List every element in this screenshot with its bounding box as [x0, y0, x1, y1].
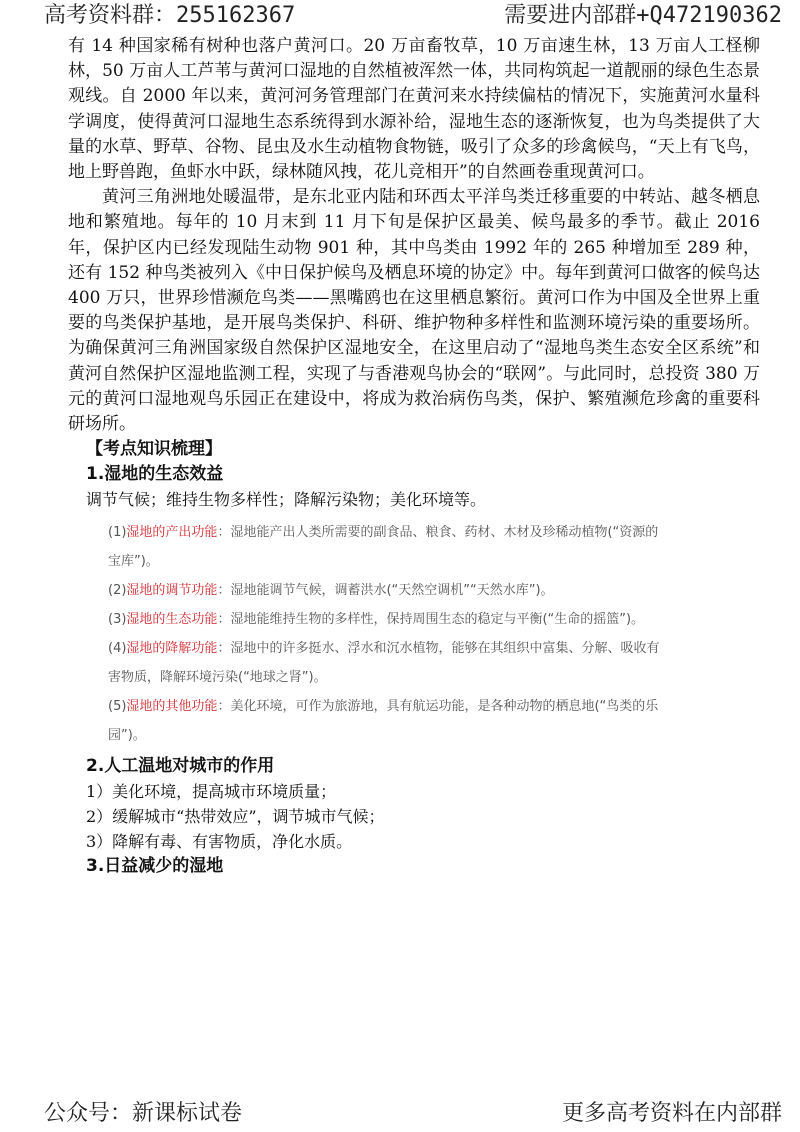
function-item: [108, 518, 668, 576]
footer-wechat-account: 公众号：新课标试卷: [44, 1101, 243, 1126]
footer-more-materials: 更多高考资料在内部群: [561, 1101, 782, 1126]
wetland-function-list: [108, 518, 668, 750]
paragraph-1: 有 14 种国家稀有树种也落户黄河口。20 万亩畜牧草，10 万亩速生林，13 万亩人工柽柳林，50 万亩人工芦苇与黄河口湿地的自然植被浑然一体，共同构筑起一道靓丽的绿色生态景观线。自 2000 年以来，黄河河务管理部门在黄河来水持续偏枯的情况下，实施黄河水量科学调度，使得黄河口湿地生态系统得到水源补给，湿地生态的逐渐恢复，也为鸟类提供了大量的水草、野草、谷物、昆虫及水生动植物食物链，吸引了众多的珍禽候鸟，“天上有飞鸟，地上野兽跑，鱼虾水中跃，绿林随风拽，花儿竞相开”的自然画卷重现黄河口。: [68, 36, 760, 183]
function-text: ：湿地中的许多挺水、浮水和沉水植物，能够在其组织中富集、分解、吸收有害物质，降解环境污染(“地球之肾”)。: [108, 641, 660, 686]
function-number: (5): [108, 699, 127, 715]
list-item: 1）美化环境，提高城市环境质量；: [86, 782, 337, 802]
function-number: (4): [108, 641, 127, 657]
document-content: [68, 34, 760, 879]
list-item: 2）缓解城市“热带效应”，调节城市气候；: [86, 807, 385, 827]
function-number: (3): [108, 612, 127, 628]
header-internal-group: 需要进内部群+Q472190362: [504, 3, 782, 28]
knowledge-title: 【考点知识梳理】: [86, 439, 222, 460]
function-item: [108, 692, 668, 750]
function-name: 湿地的产出功能: [126, 525, 218, 541]
function-number: (1): [108, 525, 127, 541]
function-name: 湿地的调节功能: [126, 583, 218, 599]
section-3-heading: 3.日益减少的湿地: [86, 856, 224, 877]
function-text: ：湿地能调节气候，调蓄洪水(“天然空调机”“天然水库”)。: [217, 583, 554, 599]
section-2-heading: 2.人工温地对城市的作用: [86, 756, 275, 777]
function-text: ：湿地能维持生物的多样性，保持周围生态的稳定与平衡(“生命的摇篮”)。: [217, 612, 645, 628]
header-qq-group: 高考资料群：255162367: [44, 3, 296, 28]
list-item: 3）降解有毒、有害物质，净化水质。: [86, 832, 353, 852]
function-item: [108, 605, 668, 634]
function-text: ：美化环境，可作为旅游地，具有航运功能，是各种动物的栖息地(“鸟类的乐园”)。: [108, 699, 659, 744]
function-item: [108, 576, 668, 605]
function-number: (2): [108, 583, 127, 599]
paragraph-2: 黄河三角洲地处暖温带，是东北亚内陆和环西太平洋鸟类迁移重要的中转站、越冬栖息地和繁殖地。每年的 10 月末到 11 月下旬是保护区最美、候鸟最多的季节。截止 2016 年，保护区内已经发现陆生动物 901 种，其中鸟类由 1992 年的 265 种增加至 289 种，还有 152 种鸟类被列入《中日保护候鸟及栖息环境的协定》中。每年到黄河口做客的候鸟达 400 万只，世界珍惜濒危鸟类——黑嘴鸥也在这里栖息繁衍。黄河口作为中国及全世界上重要的鸟类保护基地，是开展鸟类保护、科研、维护物种多样性和监测环境污染的重要场所。为确保黄河三角洲国家级自然保护区湿地安全，在这里启动了“湿地鸟类生态安全区系统”和黄河自然保护区湿地监测工程，实现了与香港观鸟协会的“联网”。与此同时，总投资 380 万元的黄河口湿地观鸟乐园正在建设中，将成为救治病伤鸟类，保护、繁殖濒危珍禽的重要科研场所。: [68, 187, 760, 435]
function-text: ：湿地能产出人类所需要的副食品、粮食、药材、木材及珍稀动植物(“资源的宝库”)。: [108, 525, 659, 570]
function-name: 湿地的降解功能: [126, 641, 218, 657]
section-1-heading: 1.湿地的生态效益: [86, 464, 224, 485]
section-1-summary: 调节气候；维持生物多样性；降解污染物；美化环境等。: [86, 490, 487, 510]
function-item: [108, 634, 668, 692]
function-name: 湿地的生态功能: [126, 612, 218, 628]
function-name: 湿地的其他功能: [126, 699, 218, 715]
